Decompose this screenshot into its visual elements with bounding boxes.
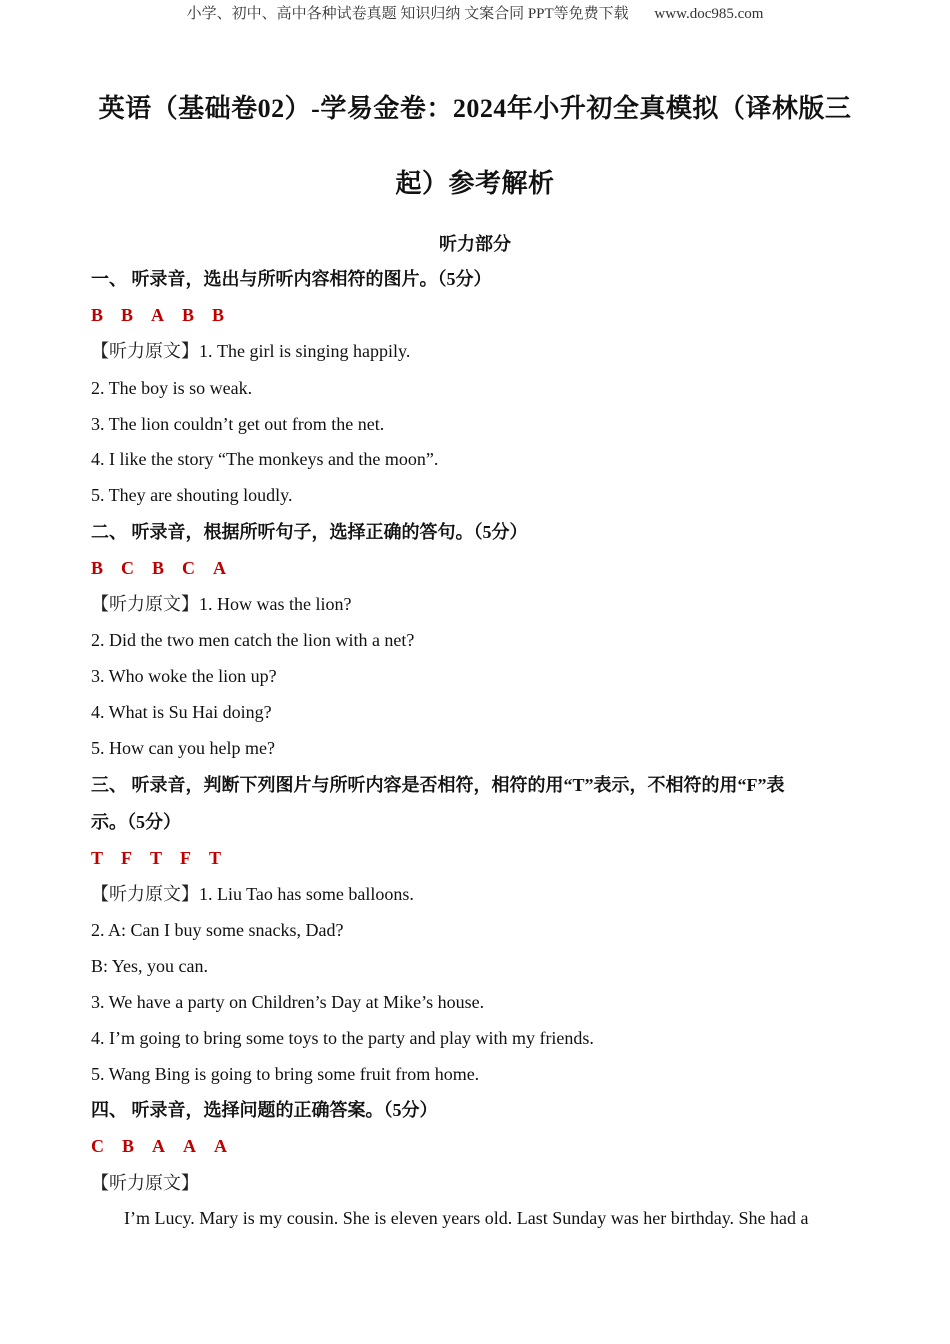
answer: B bbox=[122, 1136, 135, 1156]
answer: B bbox=[152, 558, 165, 578]
transcript-text: 1. How was the lion? bbox=[199, 594, 352, 614]
answer: T bbox=[91, 848, 104, 868]
transcript-line: B: Yes, you can. bbox=[91, 956, 209, 976]
answer: A bbox=[152, 1136, 166, 1156]
transcript-text: 1. Liu Tao has some balloons. bbox=[199, 884, 414, 904]
answer: B bbox=[91, 305, 104, 325]
transcript-line: 4. What is Su Hai doing? bbox=[91, 702, 272, 722]
answer: A bbox=[183, 1136, 197, 1156]
section-subtitle: 听力部分 bbox=[439, 234, 511, 254]
answer-row-4 bbox=[91, 1134, 245, 1158]
answer: C bbox=[121, 558, 135, 578]
answer: A bbox=[151, 305, 165, 325]
document-title-line1: 英语（基础卷02）-学易金卷：2024年小升初全真模拟（译林版三 bbox=[98, 94, 852, 123]
answer: F bbox=[121, 848, 133, 868]
transcript-label: 【听力原文】 bbox=[91, 884, 199, 904]
transcript-line: 2. The boy is so weak. bbox=[91, 378, 253, 398]
page-header bbox=[0, 2, 950, 23]
transcript-line bbox=[91, 882, 414, 906]
transcript-line bbox=[91, 592, 351, 616]
header-text: 小学、初中、高中各种试卷真题 知识归纳 文案合同 PPT等免费下载 bbox=[186, 6, 629, 22]
answer: A bbox=[213, 558, 227, 578]
transcript-line: 3. The lion couldn’t get out from the net. bbox=[91, 414, 385, 434]
transcript-text: 1. The girl is singing happily. bbox=[199, 341, 411, 361]
transcript-line: 2. A: Can I buy some snacks, Dad? bbox=[91, 920, 344, 940]
transcript-line: 3. Who woke the lion up? bbox=[91, 666, 277, 686]
transcript-label: 【听力原文】 bbox=[91, 1173, 199, 1193]
transcript-line: 4. I’m going to bring some toys to the party and play with my friends. bbox=[91, 1028, 594, 1048]
answer: F bbox=[180, 848, 192, 868]
section-heading-1: 一、 听录音，选出与所听内容相符的图片。（5分） bbox=[91, 269, 492, 289]
answer: C bbox=[91, 1136, 104, 1156]
transcript-line bbox=[91, 339, 410, 363]
transcript-line: 5. How can you help me? bbox=[91, 738, 275, 758]
answer-row-3 bbox=[91, 846, 239, 870]
answer: C bbox=[182, 558, 196, 578]
answer-row-2 bbox=[91, 556, 244, 580]
section-heading-2: 二、 听录音，根据所听句子，选择正确的答句。（5分） bbox=[91, 522, 528, 542]
answer: B bbox=[121, 305, 134, 325]
transcript-line: 4. I like the story “The monkeys and the moon”. bbox=[91, 449, 439, 469]
section-heading-4: 四、 听录音，选择问题的正确答案。（5分） bbox=[91, 1100, 438, 1120]
answer: B bbox=[91, 558, 104, 578]
transcript-label: 【听力原文】 bbox=[91, 594, 199, 614]
transcript-line: 5. Wang Bing is going to bring some fruit from home. bbox=[91, 1064, 480, 1084]
document-title-line2: 起）参考解析 bbox=[395, 169, 555, 198]
transcript-line: 3. We have a party on Children’s Day at Mike’s house. bbox=[91, 992, 485, 1012]
answer: B bbox=[182, 305, 195, 325]
transcript-label-line bbox=[91, 1171, 199, 1195]
answer: A bbox=[214, 1136, 228, 1156]
section-heading-3-cont: 示。（5分） bbox=[91, 812, 181, 832]
transcript-label: 【听力原文】 bbox=[91, 341, 199, 361]
header-url[interactable]: www.doc985.com bbox=[654, 6, 764, 22]
transcript-line: 5. They are shouting loudly. bbox=[91, 485, 293, 505]
answer: T bbox=[209, 848, 222, 868]
answer: T bbox=[150, 848, 163, 868]
transcript-line: 2. Did the two men catch the lion with a net? bbox=[91, 630, 415, 650]
answer-row-1 bbox=[91, 303, 242, 327]
answer: B bbox=[212, 305, 225, 325]
transcript-paragraph: I’m Lucy. Mary is my cousin. She is eleven years old. Last Sunday was her birthday. She had a bbox=[124, 1208, 809, 1228]
section-heading-3: 三、 听录音，判断下列图片与所听内容是否相符，相符的用“T”表示，不相符的用“F”表 bbox=[91, 775, 785, 795]
